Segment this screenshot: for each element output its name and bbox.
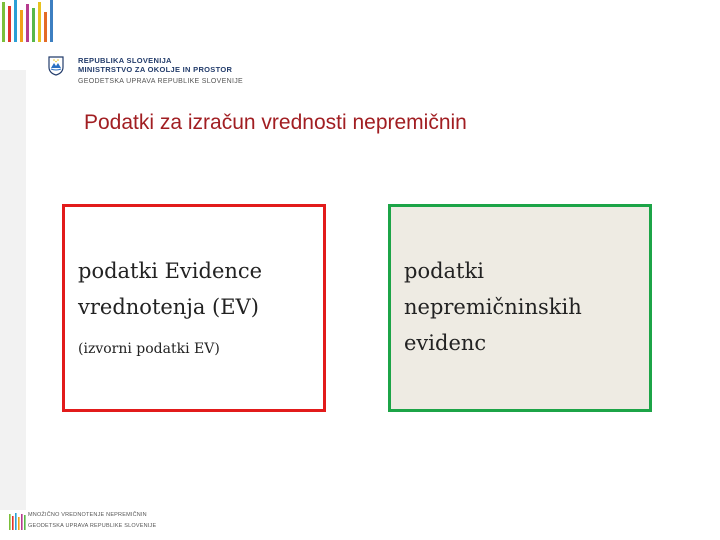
footer-line-2: GEODETSKA UPRAVA REPUBLIKE SLOVENIJE <box>28 523 157 529</box>
real-estate-records-text: podatki nepremičninskih evidenc <box>404 259 582 355</box>
ev-data-box <box>62 204 326 412</box>
ev-data-main-text: podatki Evidence vrednotenja (EV) <box>78 259 263 319</box>
org-line-republic: REPUBLIKA SLOVENIJA <box>78 56 172 65</box>
coat-of-arms-icon <box>48 56 64 76</box>
ministry-logo <box>48 54 278 90</box>
color-stripes-logo <box>0 0 60 46</box>
org-line-ministry: MINISTRSTVO ZA OKOLJE IN PROSTOR <box>78 65 233 74</box>
footer-stripes-logo <box>8 512 30 532</box>
real-estate-records-box <box>388 204 652 412</box>
footer-line-1: MNOŽIČNO VREDNOTENJE NEPREMIČNIN <box>28 512 147 518</box>
slide-title: Podatki za izračun vrednosti nepremičnin <box>84 111 467 134</box>
left-sidebar-strip <box>0 70 26 510</box>
org-line-survey: GEODETSKA UPRAVA REPUBLIKE SLOVENIJE <box>78 78 243 85</box>
ev-data-sub-text: (izvorni podatki EV) <box>78 341 220 357</box>
